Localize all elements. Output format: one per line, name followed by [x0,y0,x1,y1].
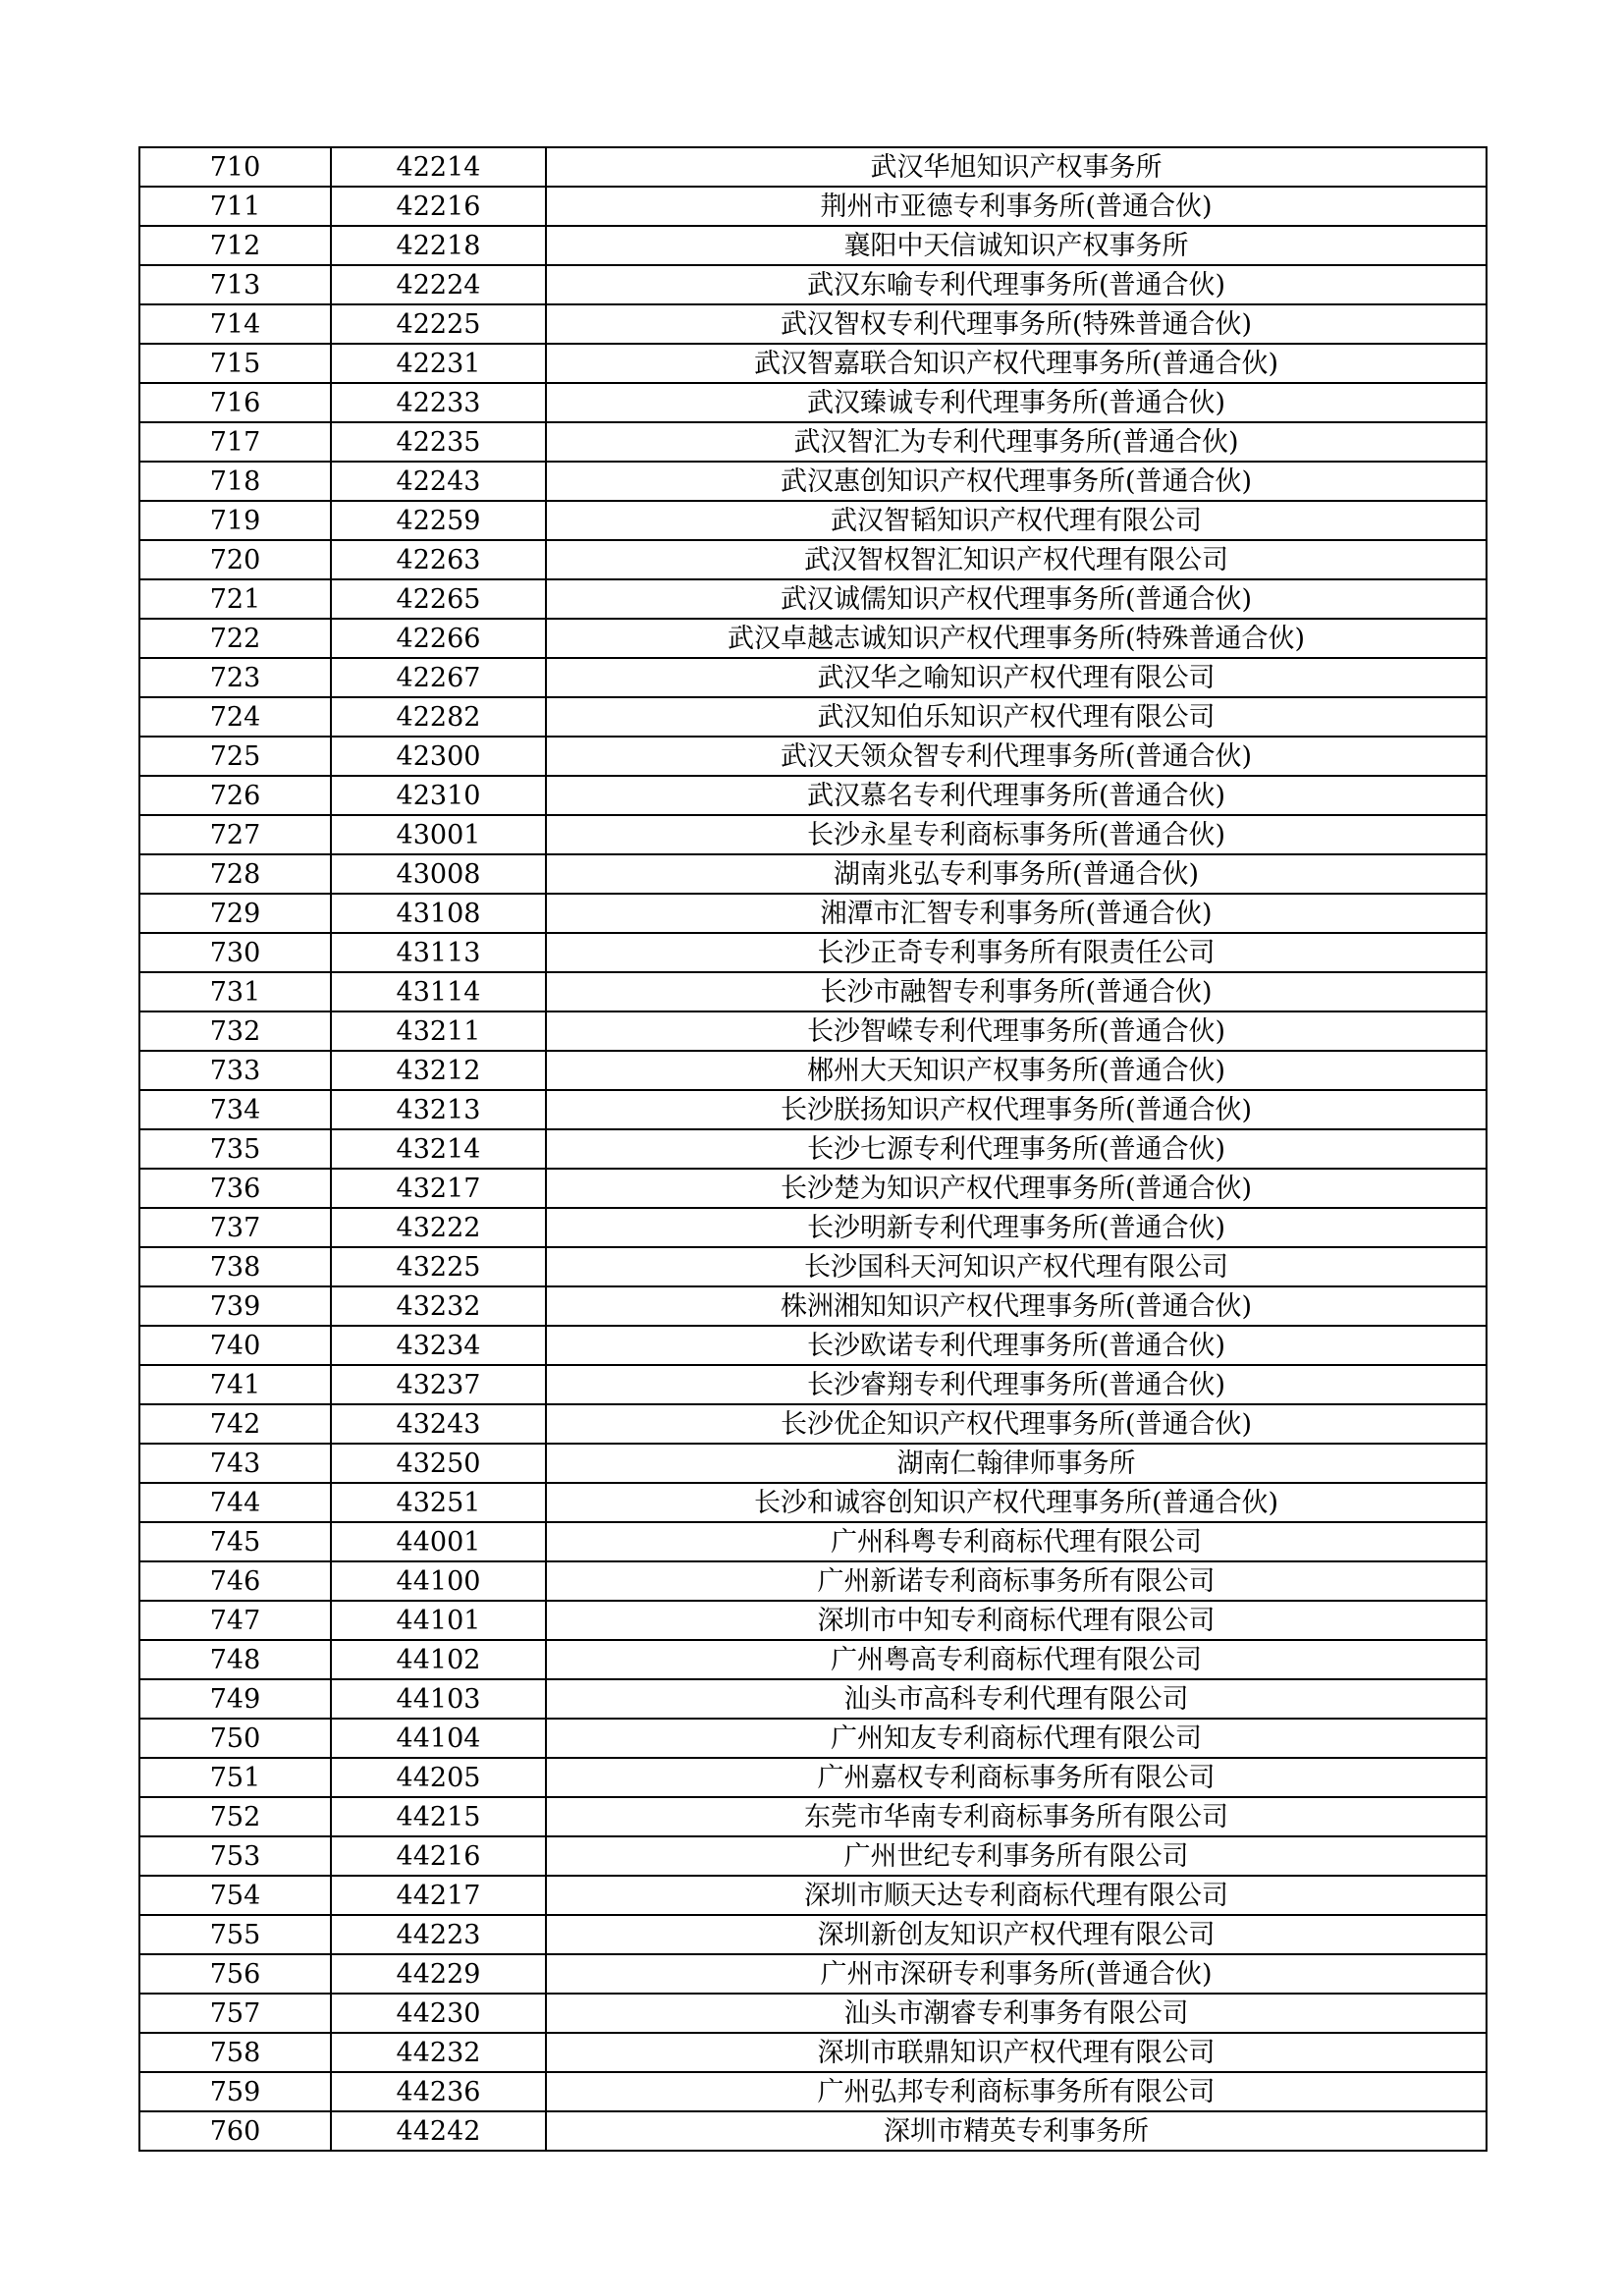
agency-code-cell: 42310 [331,776,546,815]
row-number-cell: 710 [139,147,331,187]
agency-name-cell: 广州世纪专利事务所有限公司 [546,1836,1487,1876]
table-row [139,1876,1487,1915]
table-row [139,894,1487,933]
table-row [139,737,1487,776]
agency-name-cell: 武汉卓越志诚知识产权代理事务所(特殊普通合伙) [546,619,1487,658]
agency-code-cell: 44001 [331,1522,546,1561]
agency-code-cell: 44216 [331,1836,546,1876]
agency-name-cell: 长沙七源专利代理事务所(普通合伙) [546,1129,1487,1169]
table-row [139,1522,1487,1561]
row-number-cell: 717 [139,422,331,462]
row-number-cell: 720 [139,540,331,579]
agency-name-cell: 深圳市中知专利商标代理有限公司 [546,1601,1487,1640]
table-row [139,697,1487,737]
table-row [139,776,1487,815]
agency-name-cell: 武汉华之喻知识产权代理有限公司 [546,658,1487,697]
agency-name-cell: 荆州市亚德专利事务所(普通合伙) [546,187,1487,226]
agency-table-body [139,147,1487,2151]
agency-name-cell: 广州科粤专利商标代理有限公司 [546,1522,1487,1561]
agency-code-cell: 44242 [331,2111,546,2151]
table-row [139,1444,1487,1483]
agency-name-cell: 深圳市联鼎知识产权代理有限公司 [546,2033,1487,2072]
agency-name-cell: 长沙欧诺专利代理事务所(普通合伙) [546,1326,1487,1365]
agency-code-cell: 43108 [331,894,546,933]
row-number-cell: 740 [139,1326,331,1365]
table-row [139,1797,1487,1836]
agency-name-cell: 深圳市精英专利事务所 [546,2111,1487,2151]
agency-name-cell: 襄阳中天信诚知识产权事务所 [546,226,1487,265]
row-number-cell: 750 [139,1719,331,1758]
agency-name-cell: 广州市深研专利事务所(普通合伙) [546,1954,1487,1994]
agency-code-cell: 43114 [331,972,546,1011]
agency-name-cell: 武汉智权智汇知识产权代理有限公司 [546,540,1487,579]
table-row [139,1483,1487,1522]
row-number-cell: 757 [139,1994,331,2033]
agency-code-cell: 44100 [331,1561,546,1601]
row-number-cell: 715 [139,344,331,383]
row-number-cell: 753 [139,1836,331,1876]
agency-name-cell: 武汉智韬知识产权代理有限公司 [546,501,1487,540]
agency-name-cell: 武汉惠创知识产权代理事务所(普通合伙) [546,462,1487,501]
row-number-cell: 727 [139,815,331,854]
agency-name-cell: 广州嘉权专利商标事务所有限公司 [546,1758,1487,1797]
row-number-cell: 751 [139,1758,331,1797]
table-row [139,972,1487,1011]
agency-code-cell: 44102 [331,1640,546,1679]
table-row [139,854,1487,894]
agency-code-cell: 42265 [331,579,546,619]
table-row [139,304,1487,344]
row-number-cell: 724 [139,697,331,737]
row-number-cell: 744 [139,1483,331,1522]
agency-name-cell: 长沙楚为知识产权代理事务所(普通合伙) [546,1169,1487,1208]
table-row [139,1326,1487,1365]
row-number-cell: 734 [139,1090,331,1129]
row-number-cell: 737 [139,1208,331,1247]
agency-name-cell: 湘潭市汇智专利事务所(普通合伙) [546,894,1487,933]
row-number-cell: 745 [139,1522,331,1561]
row-number-cell: 760 [139,2111,331,2151]
agency-code-cell: 43222 [331,1208,546,1247]
agency-name-cell: 长沙明新专利代理事务所(普通合伙) [546,1208,1487,1247]
table-row [139,422,1487,462]
agency-name-cell: 武汉智汇为专利代理事务所(普通合伙) [546,422,1487,462]
table-row [139,1051,1487,1090]
table-row [139,579,1487,619]
agency-name-cell: 广州知友专利商标代理有限公司 [546,1719,1487,1758]
row-number-cell: 712 [139,226,331,265]
agency-code-cell: 44103 [331,1679,546,1719]
table-row [139,540,1487,579]
agency-code-cell: 42282 [331,697,546,737]
agency-code-cell: 42224 [331,265,546,304]
row-number-cell: 723 [139,658,331,697]
table-row [139,619,1487,658]
agency-name-cell: 武汉知伯乐知识产权代理有限公司 [546,697,1487,737]
row-number-cell: 739 [139,1286,331,1326]
table-row [139,1640,1487,1679]
agency-code-cell: 42231 [331,344,546,383]
row-number-cell: 730 [139,933,331,972]
table-row [139,1994,1487,2033]
agency-name-cell: 武汉华旭知识产权事务所 [546,147,1487,187]
table-row [139,933,1487,972]
agency-code-cell: 43237 [331,1365,546,1404]
row-number-cell: 716 [139,383,331,422]
agency-code-cell: 42259 [331,501,546,540]
agency-code-cell: 43008 [331,854,546,894]
table-row [139,1129,1487,1169]
table-row [139,1208,1487,1247]
agency-name-cell: 株洲湘知知识产权代理事务所(普通合伙) [546,1286,1487,1326]
agency-name-cell: 武汉臻诚专利代理事务所(普通合伙) [546,383,1487,422]
agency-code-cell: 43251 [331,1483,546,1522]
row-number-cell: 758 [139,2033,331,2072]
row-number-cell: 741 [139,1365,331,1404]
table-row [139,344,1487,383]
agency-name-cell: 长沙正奇专利事务所有限责任公司 [546,933,1487,972]
table-row [139,1169,1487,1208]
agency-code-cell: 42216 [331,187,546,226]
agency-name-cell: 武汉诚儒知识产权代理事务所(普通合伙) [546,579,1487,619]
table-row [139,1836,1487,1876]
agency-name-cell: 深圳新创友知识产权代理有限公司 [546,1915,1487,1954]
agency-name-cell: 广州弘邦专利商标事务所有限公司 [546,2072,1487,2111]
agency-code-cell: 43214 [331,1129,546,1169]
row-number-cell: 755 [139,1915,331,1954]
table-row [139,501,1487,540]
table-row [139,1090,1487,1129]
row-number-cell: 728 [139,854,331,894]
row-number-cell: 748 [139,1640,331,1679]
table-row [139,147,1487,187]
table-row [139,2111,1487,2151]
row-number-cell: 713 [139,265,331,304]
agency-name-cell: 长沙睿翔专利代理事务所(普通合伙) [546,1365,1487,1404]
agency-code-cell: 43250 [331,1444,546,1483]
row-number-cell: 752 [139,1797,331,1836]
table-row [139,2072,1487,2111]
agency-name-cell: 武汉智权专利代理事务所(特殊普通合伙) [546,304,1487,344]
row-number-cell: 719 [139,501,331,540]
agency-name-cell: 东莞市华南专利商标事务所有限公司 [546,1797,1487,1836]
table-row [139,1365,1487,1404]
agency-name-cell: 汕头市高科专利代理有限公司 [546,1679,1487,1719]
table-row [139,815,1487,854]
agency-code-cell: 44232 [331,2033,546,2072]
table-row [139,1561,1487,1601]
table-row [139,1954,1487,1994]
table-row [139,1601,1487,1640]
agency-name-cell: 长沙朕扬知识产权代理事务所(普通合伙) [546,1090,1487,1129]
agency-code-cell: 44101 [331,1601,546,1640]
agency-code-cell: 42300 [331,737,546,776]
agency-code-cell: 44223 [331,1915,546,1954]
row-number-cell: 759 [139,2072,331,2111]
agency-name-cell: 广州新诺专利商标事务所有限公司 [546,1561,1487,1601]
agency-code-cell: 42266 [331,619,546,658]
row-number-cell: 733 [139,1051,331,1090]
row-number-cell: 736 [139,1169,331,1208]
table-row [139,383,1487,422]
table-row [139,1247,1487,1286]
table-row [139,1286,1487,1326]
agency-name-cell: 武汉慕名专利代理事务所(普通合伙) [546,776,1487,815]
agency-code-cell: 43213 [331,1090,546,1129]
agency-code-cell: 44230 [331,1994,546,2033]
agency-name-cell: 长沙永星专利商标事务所(普通合伙) [546,815,1487,854]
row-number-cell: 743 [139,1444,331,1483]
agency-code-cell: 42225 [331,304,546,344]
agency-code-cell: 42235 [331,422,546,462]
table-row [139,1758,1487,1797]
agency-code-cell: 44229 [331,1954,546,1994]
agency-code-cell: 44236 [331,2072,546,2111]
row-number-cell: 754 [139,1876,331,1915]
table-row [139,462,1487,501]
table-row [139,1915,1487,1954]
agency-code-cell: 42267 [331,658,546,697]
row-number-cell: 725 [139,737,331,776]
table-row [139,1011,1487,1051]
row-number-cell: 732 [139,1011,331,1051]
row-number-cell: 738 [139,1247,331,1286]
agency-name-cell: 武汉智嘉联合知识产权代理事务所(普通合伙) [546,344,1487,383]
agency-code-cell: 43113 [331,933,546,972]
table-row [139,1679,1487,1719]
table-row [139,658,1487,697]
row-number-cell: 756 [139,1954,331,1994]
agency-code-cell: 42218 [331,226,546,265]
agency-code-cell: 43217 [331,1169,546,1208]
row-number-cell: 722 [139,619,331,658]
agency-code-cell: 42263 [331,540,546,579]
row-number-cell: 711 [139,187,331,226]
agency-name-cell: 广州粤高专利商标代理有限公司 [546,1640,1487,1679]
row-number-cell: 746 [139,1561,331,1601]
agency-name-cell: 湖南兆弘专利事务所(普通合伙) [546,854,1487,894]
row-number-cell: 718 [139,462,331,501]
agency-name-cell: 长沙智嵘专利代理事务所(普通合伙) [546,1011,1487,1051]
row-number-cell: 721 [139,579,331,619]
row-number-cell: 731 [139,972,331,1011]
table-row [139,265,1487,304]
agency-name-cell: 武汉天领众智专利代理事务所(普通合伙) [546,737,1487,776]
table-row [139,1404,1487,1444]
agency-code-cell: 43211 [331,1011,546,1051]
agency-code-cell: 43212 [331,1051,546,1090]
row-number-cell: 726 [139,776,331,815]
table-row [139,226,1487,265]
table-row [139,2033,1487,2072]
agency-code-cell: 43243 [331,1404,546,1444]
agency-name-cell: 郴州大天知识产权事务所(普通合伙) [546,1051,1487,1090]
agency-code-cell: 43234 [331,1326,546,1365]
agency-name-cell: 长沙市融智专利事务所(普通合伙) [546,972,1487,1011]
agency-table [138,146,1488,2152]
row-number-cell: 735 [139,1129,331,1169]
agency-code-cell: 44215 [331,1797,546,1836]
agency-code-cell: 42233 [331,383,546,422]
agency-code-cell: 43001 [331,815,546,854]
agency-name-cell: 长沙和诚容创知识产权代理事务所(普通合伙) [546,1483,1487,1522]
table-row [139,187,1487,226]
agency-code-cell: 44104 [331,1719,546,1758]
agency-name-cell: 湖南仁翰律师事务所 [546,1444,1487,1483]
table-row [139,1719,1487,1758]
agency-code-cell: 44217 [331,1876,546,1915]
agency-code-cell: 42243 [331,462,546,501]
agency-code-cell: 44205 [331,1758,546,1797]
agency-name-cell: 汕头市潮睿专利事务有限公司 [546,1994,1487,2033]
row-number-cell: 749 [139,1679,331,1719]
agency-name-cell: 深圳市顺天达专利商标代理有限公司 [546,1876,1487,1915]
row-number-cell: 747 [139,1601,331,1640]
agency-code-cell: 43232 [331,1286,546,1326]
agency-name-cell: 武汉东喻专利代理事务所(普通合伙) [546,265,1487,304]
row-number-cell: 729 [139,894,331,933]
agency-code-cell: 42214 [331,147,546,187]
agency-name-cell: 长沙国科天河知识产权代理有限公司 [546,1247,1487,1286]
row-number-cell: 714 [139,304,331,344]
agency-code-cell: 43225 [331,1247,546,1286]
row-number-cell: 742 [139,1404,331,1444]
agency-name-cell: 长沙优企知识产权代理事务所(普通合伙) [546,1404,1487,1444]
